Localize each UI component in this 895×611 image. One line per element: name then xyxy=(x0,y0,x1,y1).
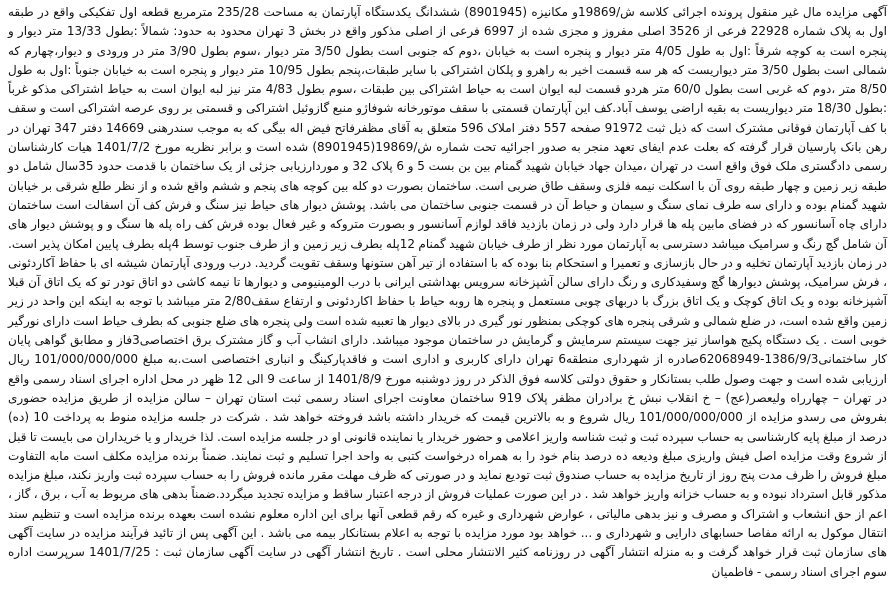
auction-notice-body: آگهی مزایده مال غیر منقول پرونده اجرائی کلاسه ش/19869و مکانیزه (8901945) ششدانگ یکدستگاه آپارتمان به مساحت 235/28 مترمربع قطعه اول تفکیکی واقع در طبقه اول به پلاک شماره 22928 فرعی از 3526 اصلی مفروز و مجزی شده از 6997 فرعی از اصلی مذکور واقع در بخش 3 تهران محدود به حدود: شمالاً :بطول 13/33 متر دیوار و پنجره است به کوچه شرقاً :اول به طول 4/05 متر دیوار و پنجره است به خیابان ،دوم که جنوبی است بطول 3/50 متر دیوار ،سوم بطول 3/90 متر در ورودی و دیوار،چهارم که شمالی است بطول 3/50 متر دیواریست که هر سه قسمت اخیر به راهرو و پلکان اشتراکی با سایر طبقات،پنجم بطول 10/95 متر دیوار و پنجره است به خیابان جنوباً :اول به طول 8/50 متر ،دوم که غربی است بطول 60/0 متر هردو قسمت لبه ایوان است به حیاط اشتراکی بین طبقات ،سوم بطول 4/83 متر نیز لبه ایوان است به حیاط اشتراکی مذکو غرباً :بطول 18/30 متر دیواریست به بقیه اراضی یوسف آباد.کف این آپارتمان قسمتی با سقف موتورخانه شوفاژو منبع گازوئیل اشتراکی و قسمتی بر روی عرصه اشتراکی است و سقف با کف آپارتمان فوقانی مشترک است که ذیل ثبت 91972 صفحه 557 دفتر املاک 596 متعلق به آقای مظفرفاتح فیض اله بیگی که به موجب سندرهنی 14669 دفتر 347 تهران در رهن بانک پارسیان قرار گرفته که بعلت عدم ایفای تعهد منجر به صدور اجرائیه تحت شماره ش/19869(8901945) شده است و برابر نظریه مورخ 1401/7/2 هیات کارشناسان رسمی دادگستری ملک فوق واقع است در تهران ،میدان جهاد خیابان شهید گمنام بین بن بست 5 و 6 پلاک 32 و موردارزیابی جزئی از یک ساختمان با قدمت حدود 35سال شامل دو طبقه زیر زمین و چهار طبقه روی آن با اسکلت نیمه فلزی وسقف طاق ضربی است. ساختمان بصورت دو کله بین کوچه های پنجم و ششم واقع شده و از نظر طلع شرقی بر خیابان شهید گمنام بوده و دارای سه طرف نمای سنگ و سیمان و حیاط آن در قسمت جنوبی ساختمان می باشد. پوشش دیوار های حیاط نیز سنگ و فرش کف آن اسفالت است ساختمان دارای چاه آسانسور که در فضای مابین پله ها قرار دارد ولی در زمان بازدید فاقد لوازم آسانسور و بصورت متروکه و غیر فعال بوده فرش کف راه پله ها سنگ و و پوشش دیوار های آن شامل گچ رنگ و سرامیک میباشد دسترسی به آپارتمان مورد نظر از طرف خیابان شهید گمنام 12پله بطرف زیر زمین و از طرف جنوب توسط 4پله بطرف پایین امکان پذیر است. در زمان بازدید آپارتمان تخلیه و در حال بازسازی و تعمیرا و استحکام بنا بوده که با استفاده از تیر آهن ستونها وسقف تقویت گردید. درب ورودی آپارتمان شیشه ای با حفاظ آکاردئونی ، فرش سرامیک، پوشش دیوارها گچ وسفیدکاری و رنگ دارای سالن آشپزخانه سرویس بهداشتی ایرانی با درب الومینیومی و دیوارها تا نیمه کاشی دو اتاق تودر تو که یک اتاق آن قبلا آشپزخانه بوده و یک اتاق کوچک و یک اتاق بزرگ با دربهای چوبی مستعمل و پنجره ها روبه حیاط با حفاظ اکاردئونی و ارتفاع سقف2/80 متر میباشد با توجه به اینکه این واحد در زیر زمین واقع شده است، در ضلع شمالی و شرقی پنجره های کوچکی بمنظور نور گیری در بالای دیوار ها تعبیه شده است ولی پنجره های ضلع جنوبی که بطرف حیاط است دارای نورگیر خوبی است . یک دستگاه پکیج هواساز نیز جهت سیستم سرمایش و گرمایش در ساختمان موجود میباشد. دارای انشاب آب و گاز مشترک برق اختصاصی3فاز و مطابق گواهی پایان کار ساختمانی1386/9/3-62068949صادره از شهرداری منطقه6 تهران دارای کاربری و اداری است و فاقدپارکینگ و انباری اختصاصی است.به مبلغ 101/000/000/000 ریال ارزیابی شده است و جهت وصول طلب بستانکار و حقوق دولتی کلاسه فوق الذکر در روز دوشنبه مورخ 1401/8/9 از ساعت 9 الی 12 ظهر در محل اداره اجرای اسناد رسمی واقع در تهران – چهارراه ولیعصر(عج) – خ انقلاب نبش خ برادران مظفر پلاک 919 ساختمان معاونت اجرای اسناد رسمی ثبت استان تهران – سالن مزایده از طریق مزایده حضوری بفروش می رسدو مزایده از 101/000/000/000 ریال شروع و به بالاترین قیمت که خریدار داشته باشد فروخته خواهد شد . شرکت در جلسه مزایده منوط به پرداخت 10 (ده) درصد از مبلغ پایه کارشناسی به حساب سپرده ثبت و ثبت شناسه واریز اعلامی و حضور خریدار یا نماینده قانونی او در جلسه مزایده است. لذا خریدار و یا خریداران می بایست تا قبل از شروع وقت مزایده اصل فیش واریزی مبلغ ودیعه ده درصد بنام خود را به همراه درخواست کتبی به واحد اجرا تسلیم و ثبت نمایند. ضمناً برنده مزایده مکلف است مابه التفاوت مبلغ فروش را ظرف مدت پنج روز از تاریخ مزایده به حساب صندوق ثبت تودیع نماید و در صورتی که ظرف مهلت مقرر مانده فروش را به حساب سپرده ثبت واریز نکند، مبلغ مزایده مذکور قابل استرداد نبوده و به حساب خزانه واریز خواهد شد . در این صورت عملیات فروش از درجه اعتبار ساقط و مزایده تجدید میگردد.ضمناً بدهی های مربوط به آب ، برق ، گاز ، اعم از حق انشعاب و اشتراک و مصرف و نیز بدهی مالیاتی ، عوارض شهرداری و غیره که رقم قطعی آنها برای این اداره معلوم نشده است بعهده برنده مزایده است و تنظیم سند انتقال موکول به ارائه مفاصا حسابهای دارایی و شهرداری و ... خواهد بود مورد مزایده با توجه به اعلام بستانکار بیمه می باشد . این آگهی پس از تائید فرآیند مزایده در سایت آگهی های سازمان ثبت قرار خواهد گرفت و به منزله انتشار آگهی در روزنامه کثیر الانتشار محلی است . تاریخ انتشار آگهی در سایت آگهی سازمان ثبت : 1401/7/25 سرپرست اداره سوم اجرای اسناد رسمی - فاطمیان xyxy=(8,5,888,579)
